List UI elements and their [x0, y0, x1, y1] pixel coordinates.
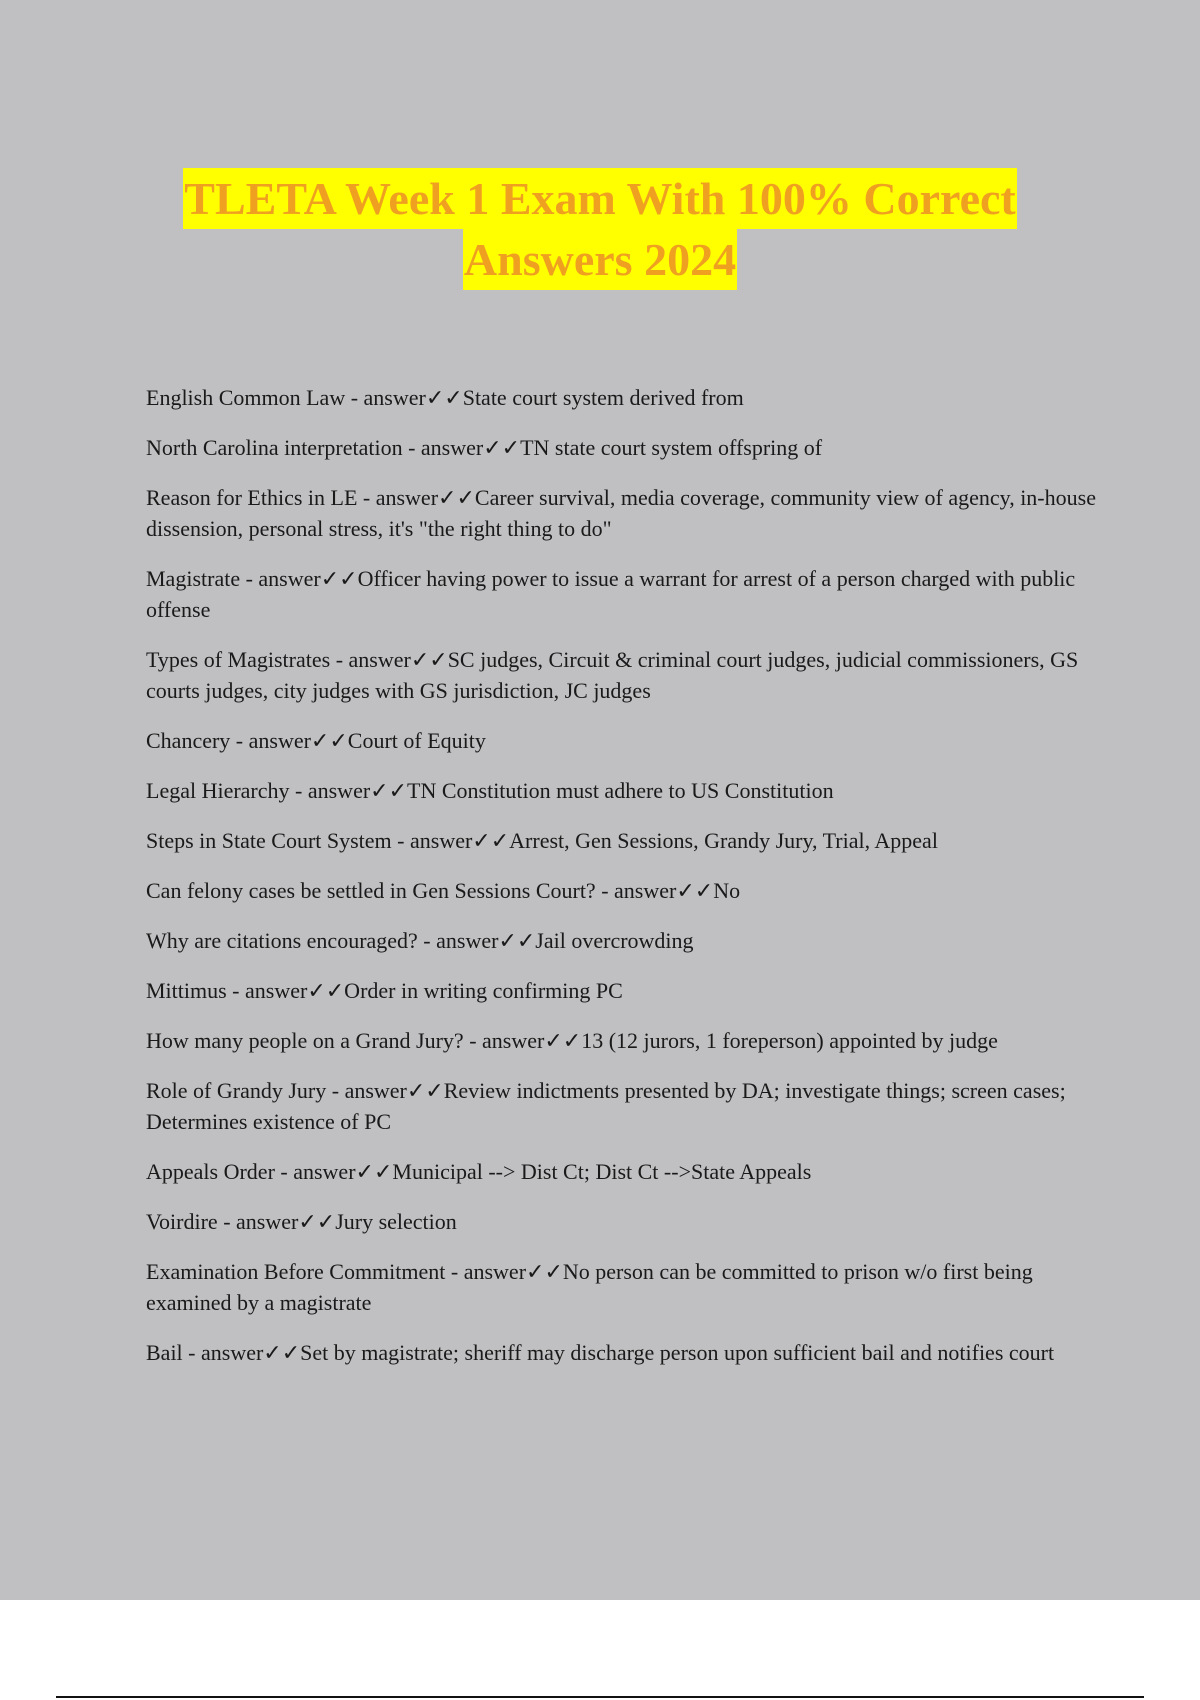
qa-item-bail: Bail - answer✓✓Set by magistrate; sheriff may discharge person upon sufficient bail and notifies court [146, 1340, 1055, 1365]
qa-item-reason-for-ethics: Reason for Ethics in LE - answer✓✓Career survival, media coverage, community view of agency, in-house dissension, personal stress, it's "the right thing to do" [146, 485, 1096, 541]
qa-item-english-common-law: English Common Law - answer✓✓State court system derived from [146, 385, 744, 410]
qa-item-citations-encouraged: Why are citations encouraged? - answer✓✓Jail overcrowding [146, 928, 694, 953]
qa-list [146, 382, 1096, 1387]
qa-item-mittimus: Mittimus - answer✓✓Order in writing confirming PC [146, 978, 623, 1003]
qa-item-appeals-order: Appeals Order - answer✓✓Municipal --> Dist Ct; Dist Ct -->State Appeals [146, 1159, 812, 1184]
title-line-2: Answers 2024 [463, 229, 737, 290]
qa-item-types-of-magistrates: Types of Magistrates - answer✓✓SC judges, Circuit & criminal court judges, judicial commissioners, GS courts judges, city judges with GS jurisdiction, JC judges [146, 647, 1079, 703]
qa-item-steps-state-court: Steps in State Court System - answer✓✓Arrest, Gen Sessions, Grandy Jury, Trial, Appeal [146, 828, 938, 853]
document-title [0, 168, 1200, 290]
qa-item-role-grand-jury: Role of Grandy Jury - answer✓✓Review indictments presented by DA; investigate things; screen cases; Determines existence of PC [146, 1078, 1066, 1134]
qa-item-felony-gen-sessions: Can felony cases be settled in Gen Sessions Court? - answer✓✓No [146, 878, 741, 903]
qa-item-examination-before-commitment: Examination Before Commitment - answer✓✓No person can be committed to prison w/o first being examined by a magistrate [146, 1259, 1033, 1315]
qa-item-north-carolina-interpretation: North Carolina interpretation - answer✓✓TN state court system offspring of [146, 435, 823, 460]
qa-item-voirdire: Voirdire - answer✓✓Jury selection [146, 1209, 457, 1234]
qa-item-legal-hierarchy: Legal Hierarchy - answer✓✓TN Constitution must adhere to US Constitution [146, 778, 834, 803]
title-line-1: TLETA Week 1 Exam With 100% Correct [183, 168, 1016, 229]
qa-item-magistrate: Magistrate - answer✓✓Officer having power to issue a warrant for arrest of a person charged with public offense [146, 566, 1076, 622]
qa-item-grand-jury-size: How many people on a Grand Jury? - answer✓✓13 (12 jurors, 1 foreperson) appointed by judge [146, 1028, 998, 1053]
qa-item-chancery: Chancery - answer✓✓Court of Equity [146, 728, 486, 753]
footer-divider [56, 1696, 1144, 1698]
